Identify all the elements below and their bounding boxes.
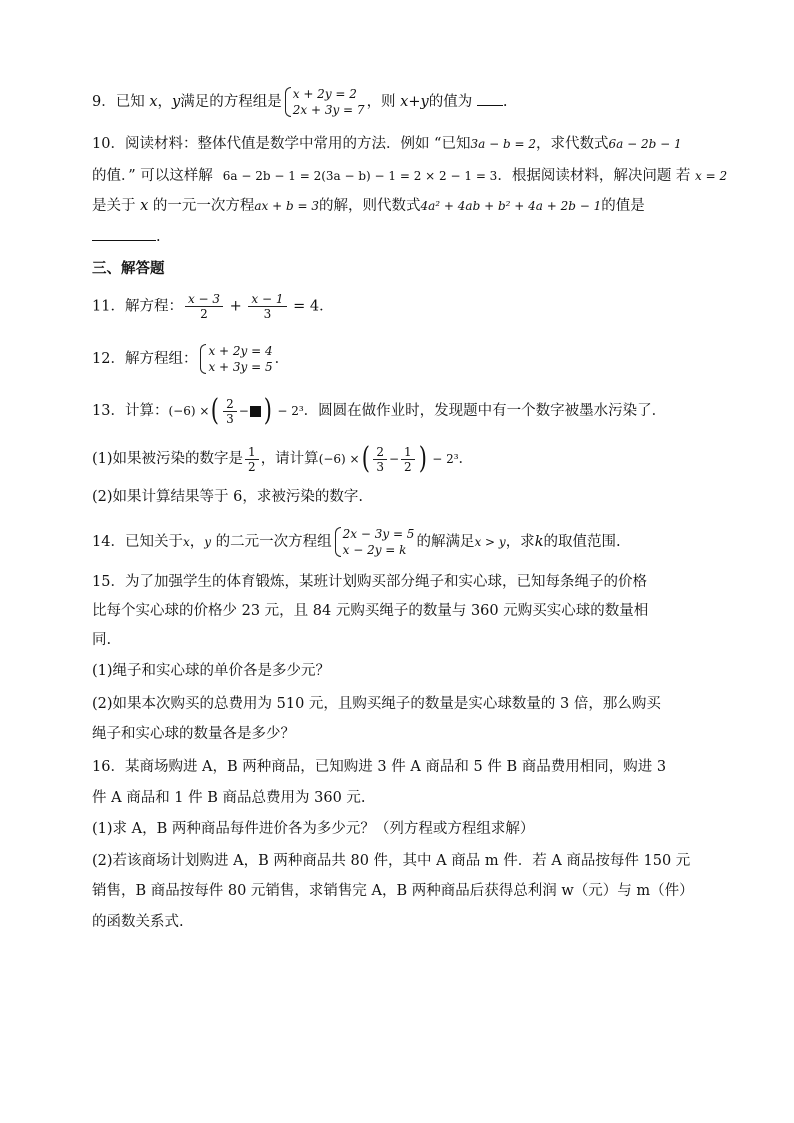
question-16-part-2-line-1: (2)若该商场计划购进 A，B 两种商品共 80 件，其中 A 商品 m 件．若 A 商品按每件 150 元: [92, 853, 691, 869]
q9-text-2: 满足的方程组是: [180, 94, 282, 110]
q9-text-3: ，则: [366, 94, 401, 110]
q10-expr-2: 6a − 2b − 1: [608, 137, 682, 151]
q13-coef: (−6) ×: [168, 404, 210, 418]
question-10-line-1: [92, 133, 682, 155]
question-10-line-2: [92, 165, 727, 187]
q9-end: .: [502, 94, 508, 110]
question-13-part-1: [92, 441, 474, 476]
q14-var-k: k: [534, 534, 544, 550]
question-10-line-4: [92, 226, 161, 248]
question-13-part-2: (2)如果计算结果等于 6，求被污染的数字.: [92, 489, 363, 505]
q9-text-1: 9．已知: [92, 94, 150, 110]
question-16-part-1: (1)求 A，B 两种商品每件进价各为多少元？（列方程或方程组求解）: [92, 821, 535, 837]
q9-eq1: x + 2y = 2: [292, 87, 357, 101]
q13-p1-end: ．: [458, 451, 474, 467]
q13-p1-tail: − 2³: [428, 452, 459, 466]
question-13: 13．计算：(−6) ×( $\frac{2}{3}$ − ) − 2³．圆圆在做作业时，发现题中有一个数字被墨水污染了．: [92, 393, 667, 428]
q10-text: ，求代数式: [535, 136, 609, 152]
question-15-line-2: 比每个实心球的价格少 23 元，且 84 元购买绳子的数量与 360 元购买实心球的数量相: [92, 603, 649, 619]
q13-den: 3: [226, 411, 234, 426]
q14-var-x: x: [182, 535, 190, 549]
q14-equation-system: [334, 526, 415, 558]
q10-text: 的解，则代数式: [319, 198, 421, 214]
question-16-part-2-line-2: 销售，B 商品按每件 80 元销售，求销售完 A，B 两种商品后获得总利润 w（元）与 m（件）: [92, 883, 694, 899]
q13-p1-den: 2: [248, 459, 256, 474]
q10-text: 的值是: [601, 198, 645, 214]
q14-eq2: x − 2y = k: [342, 543, 407, 557]
q9-text-4: 的值为: [428, 94, 477, 110]
question-15-line-1: 15．为了加强学生的体育锻炼，某班计划购买部分绳子和实心球，已知每条绳子的价格: [92, 574, 647, 590]
q12-eq1: x + 2y = 4: [208, 344, 273, 358]
question-10-line-3: [92, 195, 645, 217]
q9-comma: ，: [157, 94, 173, 110]
q13-p1-f1-num: 2: [373, 445, 387, 460]
q9-eq2: 2x + 3y = 7: [292, 103, 365, 117]
q13-num: 2: [223, 397, 237, 412]
q12-eq2: x + 3y = 5: [208, 360, 273, 374]
q10-solution: 6a − 2b − 1 = 2(3a − b) − 1 = 2 × 2 − 1 = 3: [222, 169, 498, 183]
q14-text: 的二元一次方程组: [211, 534, 332, 550]
q10-text: ．根据阅读材料，解决问题 若: [497, 168, 696, 184]
question-15-line-3: 同.: [92, 632, 112, 648]
q13-right-paren: ): [263, 393, 272, 428]
q13-label: 13．计算：: [92, 403, 169, 419]
q13-p1-left-paren: (: [361, 441, 370, 476]
q11-den-2: 3: [263, 307, 272, 321]
q14-label: 14．已知关于: [92, 534, 183, 550]
q13-text: ．圆圆在做作业时，发现题中有一个数字被墨水污染了．: [303, 403, 667, 419]
q14-condition: x > y: [474, 535, 506, 549]
q10-end: .: [156, 229, 161, 245]
question-14: [92, 526, 621, 558]
q13-p1-minus: −: [388, 452, 400, 466]
q10-equation: ax + b = 3: [254, 199, 320, 213]
question-16-part-2-line-3: 的函数关系式.: [92, 914, 184, 930]
q14-text: 的解满足: [416, 534, 475, 550]
q13-p1-text: (1)如果被污染的数字是: [92, 451, 244, 467]
q11-plus: +: [225, 298, 247, 315]
q13-p1-f2-den: 2: [404, 459, 412, 474]
q13-tail: − 2³: [273, 404, 304, 418]
q12-end: ．: [274, 351, 290, 367]
question-9: [92, 86, 507, 118]
q11-num-1: x − 3: [185, 292, 223, 307]
q10-text: 的一元一次方程: [148, 198, 255, 214]
q14-var-y: y: [204, 535, 212, 549]
q10-text: 10．阅读材料：整体代值是数学中常用的方法．例如 “已知: [92, 136, 471, 152]
q12-label: 12．解方程组：: [92, 351, 198, 367]
q13-p1-f1-den: 3: [376, 459, 384, 474]
section-title: 三、解答题: [92, 260, 165, 277]
q9-var-x: x: [149, 94, 158, 110]
q13-p1-text: ，请计算: [260, 451, 319, 467]
q11-num-2: x − 1: [248, 292, 286, 307]
q10-expr-1: 3a − b = 2: [470, 137, 536, 151]
q14-eq1: 2x − 3y = 5: [342, 527, 415, 541]
q11-den-1: 2: [200, 307, 208, 321]
q14-text: ，求: [505, 534, 535, 550]
q10-expr-x2: x = 2: [695, 169, 728, 183]
question-11: [92, 292, 334, 321]
q13-p1-frac-1: [373, 445, 387, 474]
q13-p1-fraction: [245, 445, 259, 474]
q11-label: 11．解方程：: [92, 298, 183, 315]
question-15-part-2-line-2: 绳子和实心球的数量各是多少？: [92, 726, 295, 742]
q14-comma: ，: [189, 534, 205, 550]
q9-var-y: y: [172, 94, 181, 110]
q12-equation-system: [199, 343, 272, 375]
q13-fraction: [223, 397, 237, 426]
q13-p1-f2-num: 1: [401, 445, 415, 460]
q13-p1-frac-2: [401, 445, 415, 474]
question-16-line-2: 件 A 商品和 1 件 B 商品总费用为 360 元.: [92, 790, 366, 806]
q10-text: 的值．” 可以这样解: [92, 168, 213, 184]
q11-fraction-1: [185, 292, 223, 321]
question-16-line-1: 16．某商场购进 A，B 两种商品，已知购进 3 件 A 商品和 5 件 B 商品费用相同，购进 3: [92, 759, 667, 775]
question-12: [92, 343, 289, 375]
q13-p1-num: 1: [245, 445, 259, 460]
q13-left-paren: (: [211, 393, 220, 428]
q9-expr-xy: x+y: [400, 94, 429, 110]
q10-var-x: x: [140, 198, 149, 214]
q11-fraction-2: [248, 292, 286, 321]
question-15-part-2-line-1: (2)如果本次购买的总费用为 510 元，且购买绳子的数量是实心球数量的 3 倍，那么购买: [92, 696, 661, 712]
q9-answer-blank[interactable]: [477, 105, 503, 106]
q13-p1-coef: (−6) ×: [318, 452, 360, 466]
q13-p1-right-paren: ): [418, 441, 427, 476]
q14-end: 的取值范围.: [543, 534, 621, 550]
q10-expression: 4a² + 4ab + b² + 4a + 2b − 1: [420, 199, 602, 213]
ink-blot-icon: [250, 406, 261, 417]
q11-rhs: = 4．: [288, 298, 334, 315]
q9-equation-system: [284, 86, 365, 118]
q10-answer-blank[interactable]: [92, 240, 156, 241]
q10-text: 是关于: [92, 198, 141, 214]
question-15-part-1: (1)绳子和实心球的单价各是多少元？: [92, 663, 331, 679]
